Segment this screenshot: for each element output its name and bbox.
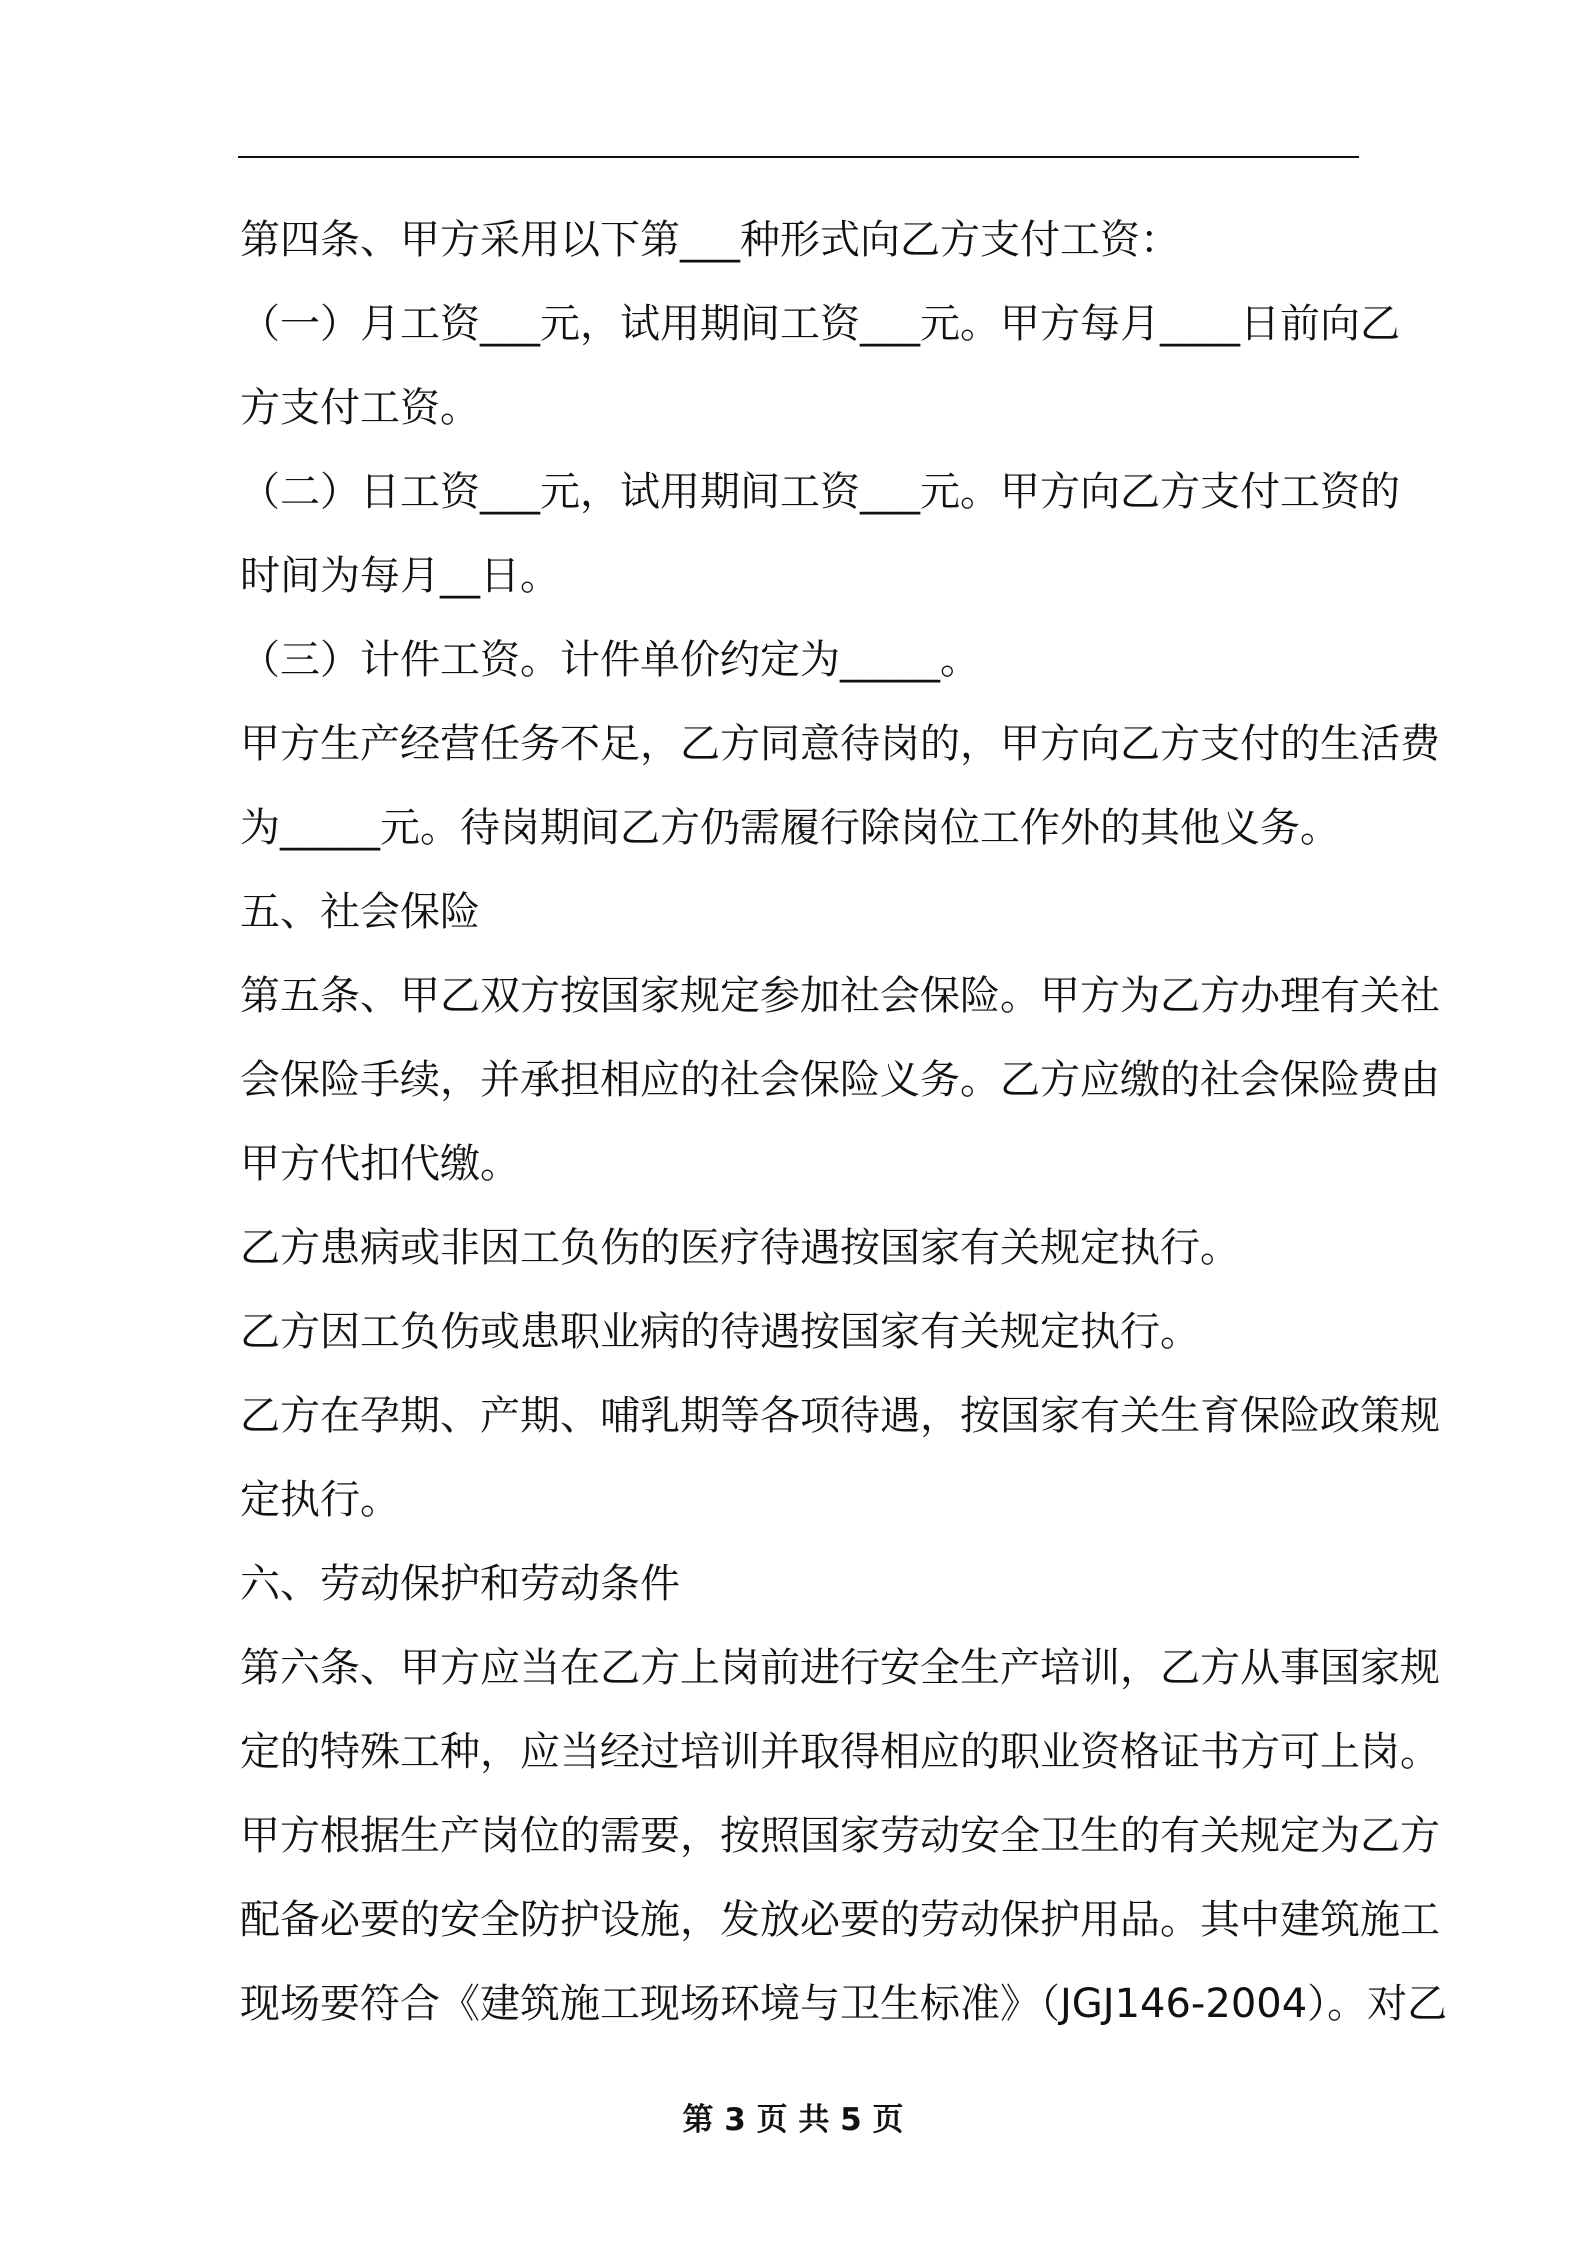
section-heading: 六、劳动保护和劳动条件 (240, 1561, 680, 1607)
document-body (240, 198, 1448, 2046)
text-line: 第五条、甲乙双方按国家规定参加社会保险。甲方为乙方办理有关社 (240, 973, 1440, 1019)
text-line: （一）月工资___元，试用期间工资___元。甲方每月____日前向乙 (240, 301, 1400, 347)
text-line: 方支付工资。 (240, 385, 480, 431)
text-line: 乙方因工负伤或患职业病的待遇按国家有关规定执行。 (240, 1309, 1200, 1355)
header-rule (238, 156, 1359, 158)
text-line: 会保险手续，并承担相应的社会保险义务。乙方应缴的社会保险费由 (240, 1057, 1440, 1103)
text-line: 乙方在孕期、产期、哺乳期等各项待遇，按国家有关生育保险政策规 (240, 1393, 1440, 1439)
text-line: （三）计件工资。计件单价约定为_____。 (240, 637, 980, 683)
text-line: 乙方患病或非因工负伤的医疗待遇按国家有关规定执行。 (240, 1225, 1240, 1271)
text-line: 第四条、甲方采用以下第___种形式向乙方支付工资： (240, 217, 1180, 263)
text-line: 现场要符合《建筑施工现场环境与卫生标准》（JGJ146-2004）。对乙 (240, 1981, 1448, 2027)
section-heading: 五、社会保险 (240, 889, 480, 935)
text-line: 甲方生产经营任务不足，乙方同意待岗的，甲方向乙方支付的生活费 (240, 721, 1440, 767)
text-line: 甲方根据生产岗位的需要，按照国家劳动安全卫生的有关规定为乙方 (240, 1813, 1440, 1859)
text-line: 时间为每月__日。 (240, 553, 560, 599)
page-number: 第 3 页 共 5 页 (682, 2102, 904, 2138)
text-line: 为_____元。待岗期间乙方仍需履行除岗位工作外的其他义务。 (240, 805, 1340, 851)
text-line: 第六条、甲方应当在乙方上岗前进行安全生产培训，乙方从事国家规 (240, 1645, 1440, 1691)
text-line: 定执行。 (240, 1477, 400, 1523)
text-line: （二）日工资___元，试用期间工资___元。甲方向乙方支付工资的 (240, 469, 1400, 515)
text-line: 甲方代扣代缴。 (240, 1141, 520, 1187)
text-line: 定的特殊工种，应当经过培训并取得相应的职业资格证书方可上岗。 (240, 1729, 1440, 1775)
text-line: 配备必要的安全防护设施，发放必要的劳动保护用品。其中建筑施工 (240, 1897, 1440, 1943)
